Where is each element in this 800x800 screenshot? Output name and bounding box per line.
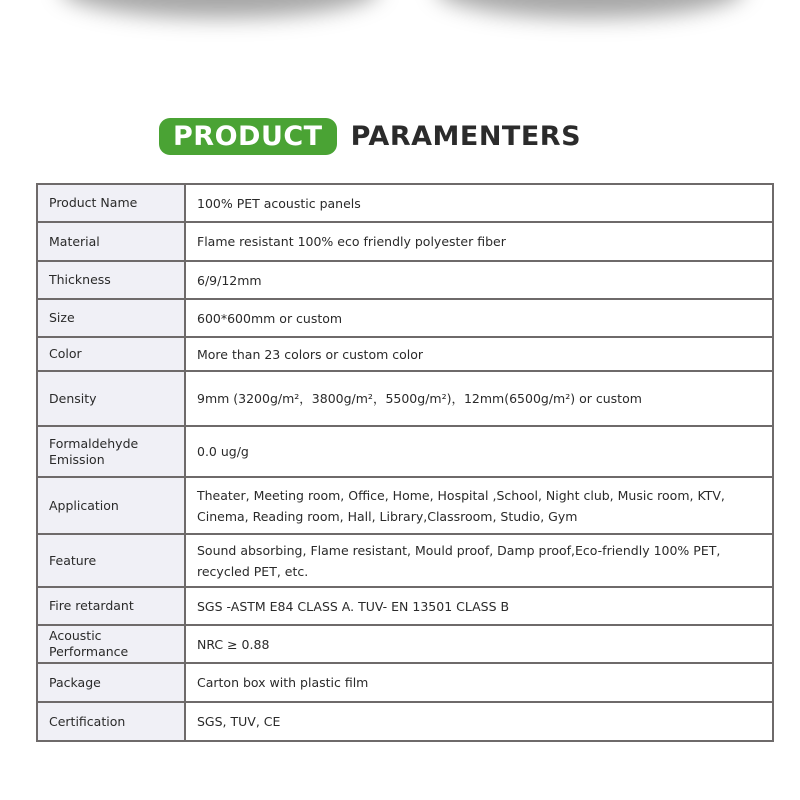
table-row bbox=[37, 426, 773, 477]
row-label: Material bbox=[37, 222, 185, 261]
table-row bbox=[37, 625, 773, 663]
table-row bbox=[37, 222, 773, 261]
row-label: Color bbox=[37, 337, 185, 371]
row-value: Flame resistant 100% eco friendly polyester fiber bbox=[185, 222, 773, 261]
table-row bbox=[37, 337, 773, 371]
row-value: SGS -ASTM E84 CLASS A. TUV- EN 13501 CLASS B bbox=[185, 587, 773, 625]
row-label: Thickness bbox=[37, 261, 185, 299]
row-value: NRC ≥ 0.88 bbox=[185, 625, 773, 663]
product-parameters-table bbox=[36, 183, 774, 742]
row-value: 600*600mm or custom bbox=[185, 299, 773, 337]
table-row bbox=[37, 477, 773, 534]
table-row bbox=[37, 663, 773, 702]
heading-highlight-badge: PRODUCT bbox=[159, 118, 337, 155]
table-row bbox=[37, 184, 773, 222]
table-row bbox=[37, 534, 773, 587]
row-label: Size bbox=[37, 299, 185, 337]
row-label: Package bbox=[37, 663, 185, 702]
table-row bbox=[37, 371, 773, 426]
row-label: Feature bbox=[37, 534, 185, 587]
section-heading bbox=[159, 118, 581, 155]
row-label: Product Name bbox=[37, 184, 185, 222]
row-label: Acoustic Performance bbox=[37, 625, 185, 663]
row-value: Theater, Meeting room, Office, Home, Hospital ,School, Night club, Music room, KTV, Cinema, Reading room, Hall, Library,Classroom, Studio, Gym bbox=[185, 477, 773, 534]
row-label: Application bbox=[37, 477, 185, 534]
row-value: More than 23 colors or custom color bbox=[185, 337, 773, 371]
row-label: Fire retardant bbox=[37, 587, 185, 625]
table-row bbox=[37, 702, 773, 741]
table-row bbox=[37, 587, 773, 625]
row-label: Certification bbox=[37, 702, 185, 741]
row-label: Density bbox=[37, 371, 185, 426]
row-value: SGS, TUV, CE bbox=[185, 702, 773, 741]
table-row bbox=[37, 299, 773, 337]
row-value: Sound absorbing, Flame resistant, Mould proof, Damp proof,Eco-friendly 100% PET, recycled PET, etc. bbox=[185, 534, 773, 587]
row-label: Formaldehyde Emission bbox=[37, 426, 185, 477]
row-value: 0.0 ug/g bbox=[185, 426, 773, 477]
row-value: 6/9/12mm bbox=[185, 261, 773, 299]
row-value: 100% PET acoustic panels bbox=[185, 184, 773, 222]
table-row bbox=[37, 261, 773, 299]
heading-text: PARAMENTERS bbox=[350, 121, 582, 152]
row-value: Carton box with plastic film bbox=[185, 663, 773, 702]
row-value: 9mm (3200g/m²，3800g/m²，5500g/m²)，12mm(6500g/m²) or custom bbox=[185, 371, 773, 426]
